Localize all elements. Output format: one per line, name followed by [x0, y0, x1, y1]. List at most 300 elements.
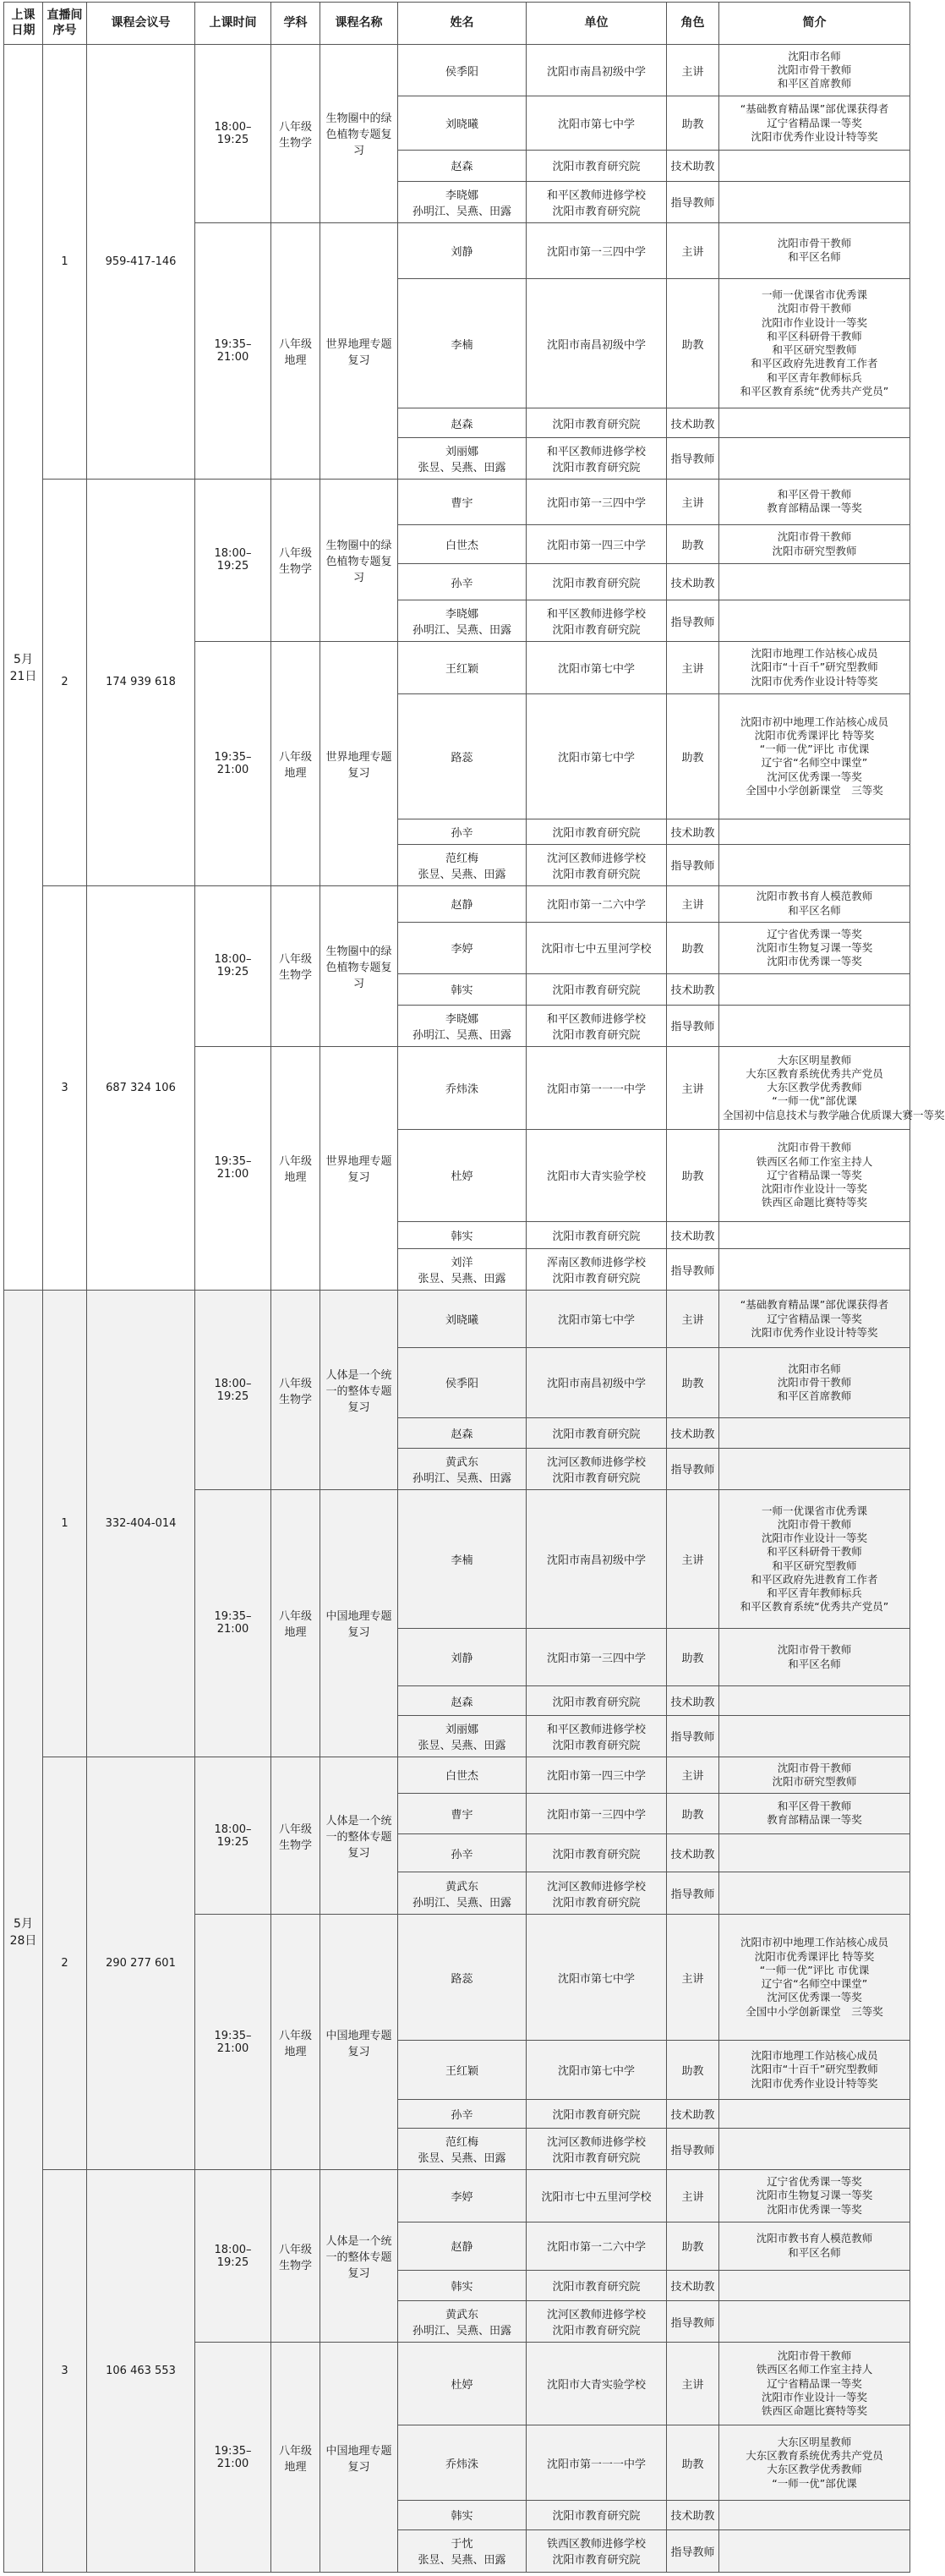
intro-line: 沈阳市优秀作业设计特等奖 — [751, 2076, 878, 2090]
intro-cell — [719, 222, 910, 278]
room-seq-cell: 2 — [43, 1757, 87, 2170]
time-cell: 19:35–21:00 — [195, 2343, 271, 2573]
intro-line: 辽宁省精品课一等奖 — [767, 1168, 862, 1181]
name-cell — [398, 1005, 527, 1046]
header-role: 角色 — [667, 3, 719, 45]
intro-cell — [719, 1915, 910, 2040]
intro-line: 沈阳市优秀课一等奖 — [767, 2202, 862, 2216]
course-cell: 生物圈中的绿色植物专题复习 — [320, 45, 398, 223]
course-cell: 世界地理专题复习 — [320, 222, 398, 479]
role-cell: 主讲 — [667, 222, 719, 278]
intro-line: 辽宁省精品课一等奖 — [767, 1312, 862, 1325]
name-cell: 曹宇 — [398, 479, 527, 525]
unit-cell — [527, 181, 667, 222]
header-meeting: 课程会议号 — [87, 3, 195, 45]
intro-line: 大东区明星教师 — [777, 1053, 852, 1066]
course-cell: 生物圈中的绿色植物专题复习 — [320, 479, 398, 642]
subject-cell: 八年级生物学 — [271, 2170, 320, 2343]
intro-cell — [719, 2501, 910, 2529]
role-cell: 助教 — [667, 1629, 719, 1686]
intro-line: 辽宁省优秀课一等奖 — [767, 927, 862, 940]
name-cell — [398, 844, 527, 885]
unit-line: 沈阳市教育研究院 — [552, 205, 641, 218]
subject-cell: 八年级地理 — [271, 1489, 320, 1757]
intro-cell — [719, 1489, 910, 1628]
intro-cell — [719, 1129, 910, 1221]
role-cell: 指导教师 — [667, 600, 719, 642]
table-row — [4, 45, 910, 96]
intro-cell — [719, 2040, 910, 2100]
intro-line: 沈阳市“十百千”研究型教师 — [751, 2063, 878, 2076]
role-cell: 技术助教 — [667, 2501, 719, 2529]
name-cell: 赵森 — [398, 1417, 527, 1448]
name-cell: 白世杰 — [398, 525, 527, 564]
header-name: 姓名 — [398, 3, 527, 45]
role-cell: 主讲 — [667, 1489, 719, 1628]
room-seq-cell: 1 — [43, 45, 87, 480]
unit-cell: 沈阳市第一一一中学 — [527, 1046, 667, 1129]
unit-cell: 沈阳市第一二六中学 — [527, 885, 667, 922]
name-cell — [398, 600, 527, 642]
unit-cell — [527, 2129, 667, 2170]
unit-cell: 沈阳市大青实验学校 — [527, 1129, 667, 1221]
time-cell: 18:00–19:25 — [195, 479, 271, 642]
subject-cell: 八年级地理 — [271, 1046, 320, 1291]
unit-cell — [527, 600, 667, 642]
unit-cell: 沈阳市第七中学 — [527, 693, 667, 819]
intro-line: 铁西区命题比赛特等奖 — [761, 2404, 867, 2418]
intro-cell — [719, 1872, 910, 1915]
unit-cell: 沈阳市第一一一中学 — [527, 2425, 667, 2501]
intro-line: 沈阳市研究型教师 — [772, 544, 857, 557]
name-line: 张昱、吴燕、田露 — [418, 461, 506, 474]
unit-cell: 沈阳市七中五里河学校 — [527, 922, 667, 973]
intro-cell — [719, 2170, 910, 2222]
intro-cell — [719, 563, 910, 600]
name-cell: 曹宇 — [398, 1793, 527, 1833]
intro-line: 和平区研究型教师 — [772, 343, 857, 357]
intro-line: 沈阳市地理工作站核心成员 — [751, 647, 878, 660]
unit-cell: 沈阳市教育研究院 — [527, 819, 667, 844]
unit-cell — [527, 1249, 667, 1291]
intro-line: 和平区名师 — [788, 903, 841, 917]
unit-cell: 沈阳市第一四三中学 — [527, 1757, 667, 1793]
intro-line: 沈阳市骨干教师 — [777, 302, 852, 315]
unit-cell: 沈阳市南昌初级中学 — [527, 1348, 667, 1417]
room-seq-cell: 3 — [43, 885, 87, 1291]
unit-cell — [527, 2529, 667, 2573]
intro-line: 辽宁省优秀课一等奖 — [767, 2175, 862, 2189]
unit-line: 沈阳市教育研究院 — [552, 2325, 641, 2338]
intro-line: 沈阳市名师 — [788, 49, 841, 63]
subject-cell: 八年级地理 — [271, 222, 320, 479]
name-line: 孙明江、吴燕、田露 — [412, 1028, 511, 1042]
intro-line: 沈阳市优秀作业设计特等奖 — [751, 1325, 878, 1339]
name-line: 刘丽娜 — [445, 445, 478, 458]
unit-line: 沈阳市教育研究院 — [552, 461, 641, 474]
intro-cell — [719, 1833, 910, 1872]
header-course: 课程名称 — [320, 3, 398, 45]
unit-cell — [527, 437, 667, 479]
intro-line: 沈阳市作业设计一等奖 — [761, 2390, 867, 2403]
room-seq-cell: 3 — [43, 2170, 87, 2573]
table-row — [4, 2170, 910, 2222]
name-cell: 路蕊 — [398, 1915, 527, 2040]
unit-cell: 沈阳市南昌初级中学 — [527, 45, 667, 96]
time-cell: 18:00–19:25 — [195, 885, 271, 1046]
intro-cell — [719, 96, 910, 151]
unit-line: 沈河区教师进修学校 — [546, 2136, 646, 2150]
unit-cell: 沈阳市第一三四中学 — [527, 479, 667, 525]
role-cell: 助教 — [667, 1793, 719, 1833]
intro-cell — [719, 45, 910, 96]
intro-cell — [719, 885, 910, 922]
name-cell: 杜婷 — [398, 1129, 527, 1221]
intro-line: 和平区名师 — [788, 2245, 841, 2259]
name-cell: 赵森 — [398, 151, 527, 181]
time-cell: 19:35–21:00 — [195, 1915, 271, 2170]
time-cell: 19:35–21:00 — [195, 222, 271, 479]
role-cell: 指导教师 — [667, 1005, 719, 1046]
intro-cell — [719, 600, 910, 642]
date-cell: 5月28日 — [4, 1291, 43, 2573]
intro-line: 沈阳市优秀作业设计特等奖 — [751, 129, 878, 143]
intro-line: 沈阳市名师 — [788, 1362, 841, 1375]
intro-cell — [719, 408, 910, 437]
table-row — [4, 1291, 910, 1348]
name-line: 孙明江、吴燕、田露 — [412, 2325, 511, 2338]
intro-line: 沈阳市教书育人模范教师 — [756, 2232, 873, 2245]
intro-line: 和平区政府先进教育工作者 — [751, 357, 878, 370]
intro-line: 和平区首席教师 — [777, 77, 852, 90]
course-cell: 人体是一个统一的整体专题复习 — [320, 1291, 398, 1490]
meeting-id-cell: 332-404-014 — [87, 1291, 195, 1757]
unit-cell: 沈阳市第一三四中学 — [527, 1629, 667, 1686]
time-cell: 19:35–21:00 — [195, 1489, 271, 1757]
subject-cell: 八年级地理 — [271, 2343, 320, 2573]
name-cell: 李婷 — [398, 2170, 527, 2222]
unit-line: 沈阳市教育研究院 — [552, 1028, 641, 1042]
intro-cell — [719, 1629, 910, 1686]
intro-line: 沈阳市“十百千”研究型教师 — [751, 660, 878, 674]
header-row — [4, 3, 910, 45]
intro-line: 和平区名师 — [788, 250, 841, 264]
header-seq: 直播间序号 — [43, 3, 87, 45]
meeting-id-cell: 959-417-146 — [87, 45, 195, 480]
role-cell: 技术助教 — [667, 2100, 719, 2129]
intro-cell — [719, 1715, 910, 1757]
intro-cell — [719, 693, 910, 819]
role-cell: 主讲 — [667, 885, 719, 922]
role-cell: 助教 — [667, 96, 719, 151]
intro-line: 大东区教学优秀教师 — [767, 1081, 862, 1094]
role-cell: 助教 — [667, 2222, 719, 2270]
role-cell: 技术助教 — [667, 819, 719, 844]
unit-cell: 沈阳市教育研究院 — [527, 151, 667, 181]
header-unit: 单位 — [527, 3, 667, 45]
intro-line: 教育部精品课一等奖 — [767, 501, 862, 515]
intro-line: 沈阳市骨干教师 — [777, 1141, 852, 1154]
name-line: 孙明江、吴燕、田露 — [412, 1472, 511, 1485]
table-row — [4, 1757, 910, 1793]
course-cell: 生物圈中的绿色植物专题复习 — [320, 885, 398, 1046]
intro-cell — [719, 1005, 910, 1046]
name-cell — [398, 181, 527, 222]
role-cell: 指导教师 — [667, 2301, 719, 2343]
role-cell: 技术助教 — [667, 1417, 719, 1448]
intro-cell — [719, 2343, 910, 2425]
name-cell: 刘静 — [398, 222, 527, 278]
unit-cell: 沈阳市第七中学 — [527, 2040, 667, 2100]
intro-line: 教育部精品课一等奖 — [767, 1813, 862, 1827]
name-cell — [398, 1249, 527, 1291]
intro-line: 铁西区名师工作室主持人 — [756, 1154, 873, 1168]
name-cell — [398, 2129, 527, 2170]
intro-line: “一师一优”部优课 — [772, 2476, 857, 2490]
intro-line: 沈阳市教书育人模范教师 — [756, 890, 873, 903]
name-line: 李晓娜 — [445, 608, 478, 622]
intro-line: 沈阳市骨干教师 — [777, 1375, 852, 1389]
unit-line: 沈河区教师进修学校 — [546, 2309, 646, 2322]
name-cell: 李楠 — [398, 1489, 527, 1628]
name-cell: 路蕊 — [398, 693, 527, 819]
time-cell: 18:00–19:25 — [195, 1291, 271, 1490]
name-cell: 孙辛 — [398, 2100, 527, 2129]
unit-cell — [527, 844, 667, 885]
intro-line: 一师一优课省市优秀课 — [761, 1504, 867, 1517]
name-cell: 刘晓曦 — [398, 96, 527, 151]
role-cell: 助教 — [667, 2040, 719, 2100]
role-cell: 指导教师 — [667, 1715, 719, 1757]
name-cell: 乔炜洙 — [398, 2425, 527, 2501]
role-cell: 技术助教 — [667, 563, 719, 600]
intro-line: 全国中小学创新课堂 三等奖 — [746, 2004, 883, 2018]
name-cell: 侯季阳 — [398, 1348, 527, 1417]
intro-line: 辽宁省精品课一等奖 — [767, 2376, 862, 2390]
name-line: 李晓娜 — [445, 1012, 478, 1026]
unit-line: 沈阳市教育研究院 — [552, 624, 641, 638]
unit-line: 沈河区教师进修学校 — [546, 852, 646, 865]
name-cell: 侯季阳 — [398, 45, 527, 96]
name-line: 黄武东 — [445, 1455, 478, 1469]
room-seq-cell: 1 — [43, 1291, 87, 1757]
intro-cell — [719, 642, 910, 694]
name-cell: 韩实 — [398, 1222, 527, 1249]
intro-line: “基础教育精品课”部优课获得者 — [740, 102, 889, 116]
unit-cell: 沈阳市第七中学 — [527, 1291, 667, 1348]
role-cell: 指导教师 — [667, 1249, 719, 1291]
intro-line: “一师一优”部优课 — [772, 1094, 857, 1108]
intro-cell — [719, 278, 910, 408]
room-seq-cell: 2 — [43, 479, 87, 885]
role-cell: 技术助教 — [667, 2270, 719, 2300]
intro-line: 沈阳市作业设计一等奖 — [761, 1182, 867, 1196]
course-cell: 人体是一个统一的整体专题复习 — [320, 2170, 398, 2343]
intro-line: 沈阳市骨干教师 — [777, 1643, 852, 1657]
intro-cell — [719, 974, 910, 1005]
unit-cell — [527, 1448, 667, 1489]
name-cell: 王红颖 — [398, 642, 527, 694]
unit-line: 铁西区教师进修学校 — [546, 2538, 646, 2551]
intro-line: 和平区教育系统“优秀共产党员” — [740, 384, 889, 397]
name-line: 范红梅 — [445, 852, 478, 865]
subject-cell: 八年级生物学 — [271, 479, 320, 642]
name-cell: 李楠 — [398, 278, 527, 408]
unit-cell: 沈阳市教育研究院 — [527, 1833, 667, 1872]
intro-cell — [719, 1249, 910, 1291]
intro-cell — [719, 2100, 910, 2129]
role-cell: 主讲 — [667, 479, 719, 525]
time-cell: 18:00–19:25 — [195, 1757, 271, 1915]
intro-cell — [719, 819, 910, 844]
intro-line: 和平区研究型教师 — [772, 1559, 857, 1572]
intro-line: 和平区科研骨干教师 — [767, 329, 862, 343]
role-cell: 主讲 — [667, 2343, 719, 2425]
role-cell: 主讲 — [667, 45, 719, 96]
intro-line: 大东区教育系统优秀共产党员 — [746, 1066, 883, 1080]
unit-cell: 沈阳市教育研究院 — [527, 1686, 667, 1715]
intro-cell — [719, 2529, 910, 2573]
name-cell: 赵静 — [398, 2222, 527, 2270]
unit-line: 沈阳市教育研究院 — [552, 1739, 641, 1752]
unit-cell: 沈阳市七中五里河学校 — [527, 2170, 667, 2222]
intro-cell — [719, 844, 910, 885]
intro-cell — [719, 1348, 910, 1417]
unit-cell: 沈阳市第七中学 — [527, 96, 667, 151]
role-cell: 主讲 — [667, 2170, 719, 2222]
intro-line: “一师一优”评比 市优课 — [759, 743, 870, 756]
name-line: 张昱、吴燕、田露 — [418, 1273, 506, 1286]
intro-line: 辽宁省“名师空中课堂” — [761, 756, 868, 770]
unit-line: 沈阳市教育研究院 — [552, 2554, 641, 2568]
intro-line: 和平区骨干教师 — [777, 488, 852, 501]
intro-cell — [719, 2129, 910, 2170]
intro-line: 沈阳市骨干教师 — [777, 63, 852, 76]
intro-line: 一师一优课省市优秀课 — [761, 288, 867, 302]
intro-line: 铁西区名师工作室主持人 — [756, 2363, 873, 2376]
course-cell: 人体是一个统一的整体专题复习 — [320, 1757, 398, 1915]
intro-line: 沈阳市作业设计一等奖 — [761, 315, 867, 329]
subject-cell: 八年级生物学 — [271, 885, 320, 1046]
unit-cell: 沈阳市第七中学 — [527, 1915, 667, 2040]
intro-line: 和平区名师 — [788, 1657, 841, 1670]
intro-cell — [719, 151, 910, 181]
intro-cell — [719, 1417, 910, 1448]
name-cell: 白世杰 — [398, 1757, 527, 1793]
intro-cell — [719, 2301, 910, 2343]
name-cell: 孙辛 — [398, 1833, 527, 1872]
name-cell: 乔炜洙 — [398, 1046, 527, 1129]
role-cell: 助教 — [667, 693, 719, 819]
name-cell — [398, 1448, 527, 1489]
subject-cell: 八年级生物学 — [271, 1291, 320, 1490]
intro-line: 和平区教育系统“优秀共产党员” — [740, 1600, 889, 1614]
intro-line: 和平区骨干教师 — [777, 1800, 852, 1813]
role-cell: 技术助教 — [667, 1833, 719, 1872]
unit-cell: 沈阳市教育研究院 — [527, 2100, 667, 2129]
time-cell: 18:00–19:25 — [195, 45, 271, 223]
role-cell: 技术助教 — [667, 408, 719, 437]
role-cell: 指导教师 — [667, 844, 719, 885]
role-cell: 助教 — [667, 525, 719, 564]
role-cell: 主讲 — [667, 642, 719, 694]
subject-cell: 八年级生物学 — [271, 45, 320, 223]
meeting-id-cell: 290 277 601 — [87, 1757, 195, 2170]
role-cell: 指导教师 — [667, 181, 719, 222]
role-cell: 主讲 — [667, 1915, 719, 2040]
intro-line: 大东区教学优秀教师 — [767, 2463, 862, 2476]
time-cell: 18:00–19:25 — [195, 2170, 271, 2343]
intro-line: 辽宁省“名师空中课堂” — [761, 1977, 868, 1991]
intro-line: “基础教育精品课”部优课获得者 — [740, 1298, 889, 1312]
intro-cell — [719, 2222, 910, 2270]
unit-line: 沈阳市教育研究院 — [552, 868, 641, 881]
unit-cell: 沈阳市大青实验学校 — [527, 2343, 667, 2425]
intro-cell — [719, 1222, 910, 1249]
schedule-table — [3, 2, 945, 2573]
name-line: 孙明江、吴燕、田露 — [412, 205, 511, 218]
time-cell: 19:35–21:00 — [195, 1046, 271, 1291]
unit-cell: 沈阳市第一四三中学 — [527, 525, 667, 564]
name-line: 张昱、吴燕、田露 — [418, 868, 506, 881]
subject-cell: 八年级地理 — [271, 1915, 320, 2170]
unit-line: 和平区教师进修学校 — [546, 1012, 646, 1026]
intro-line: 全国中小学创新课堂 三等奖 — [746, 783, 883, 797]
intro-line: 沈阳市骨干教师 — [777, 530, 852, 544]
intro-line: 和平区政府先进教育工作者 — [751, 1572, 878, 1586]
name-cell: 韩实 — [398, 974, 527, 1005]
unit-cell — [527, 1872, 667, 1915]
header-intro: 简介 — [719, 3, 910, 45]
name-line: 范红梅 — [445, 2136, 478, 2150]
role-cell: 技术助教 — [667, 1222, 719, 1249]
table-row — [4, 479, 910, 525]
unit-cell: 沈阳市教育研究院 — [527, 2270, 667, 2300]
intro-line: 沈河区优秀课一等奖 — [767, 1991, 862, 2004]
intro-cell — [719, 181, 910, 222]
role-cell: 主讲 — [667, 1291, 719, 1348]
intro-line: 沈阳市骨干教师 — [777, 236, 852, 249]
intro-line: 沈阳市初中地理工作站核心成员 — [740, 1936, 888, 1949]
unit-cell: 沈阳市教育研究院 — [527, 974, 667, 1005]
unit-line: 沈阳市教育研究院 — [552, 1472, 641, 1485]
unit-cell — [527, 1715, 667, 1757]
name-cell — [398, 2301, 527, 2343]
course-cell: 中国地理专题复习 — [320, 1489, 398, 1757]
unit-cell: 沈阳市南昌初级中学 — [527, 1489, 667, 1628]
name-line: 李晓娜 — [445, 189, 478, 202]
subject-cell: 八年级地理 — [271, 642, 320, 885]
unit-cell: 沈阳市教育研究院 — [527, 1417, 667, 1448]
meeting-id-cell: 106 463 553 — [87, 2170, 195, 2573]
intro-line: 和平区首席教师 — [777, 1389, 852, 1403]
name-cell: 刘晓曦 — [398, 1291, 527, 1348]
intro-line: 沈阳市优秀课一等奖 — [767, 955, 862, 968]
role-cell: 技术助教 — [667, 1686, 719, 1715]
unit-line: 和平区教师进修学校 — [546, 189, 646, 202]
intro-line: 和平区科研骨干教师 — [767, 1545, 862, 1559]
unit-cell: 沈阳市南昌初级中学 — [527, 278, 667, 408]
table-row — [4, 885, 910, 922]
schedule-body — [4, 45, 945, 2573]
name-cell — [398, 437, 527, 479]
header-subject: 学科 — [271, 3, 320, 45]
intro-line: 沈阳市优秀课评比 特等奖 — [754, 728, 875, 742]
time-cell: 19:35–21:00 — [195, 642, 271, 885]
intro-line: 辽宁省精品课一等奖 — [767, 116, 862, 129]
name-cell: 李婷 — [398, 922, 527, 973]
intro-line: 沈阳市地理工作站核心成员 — [751, 2049, 878, 2063]
